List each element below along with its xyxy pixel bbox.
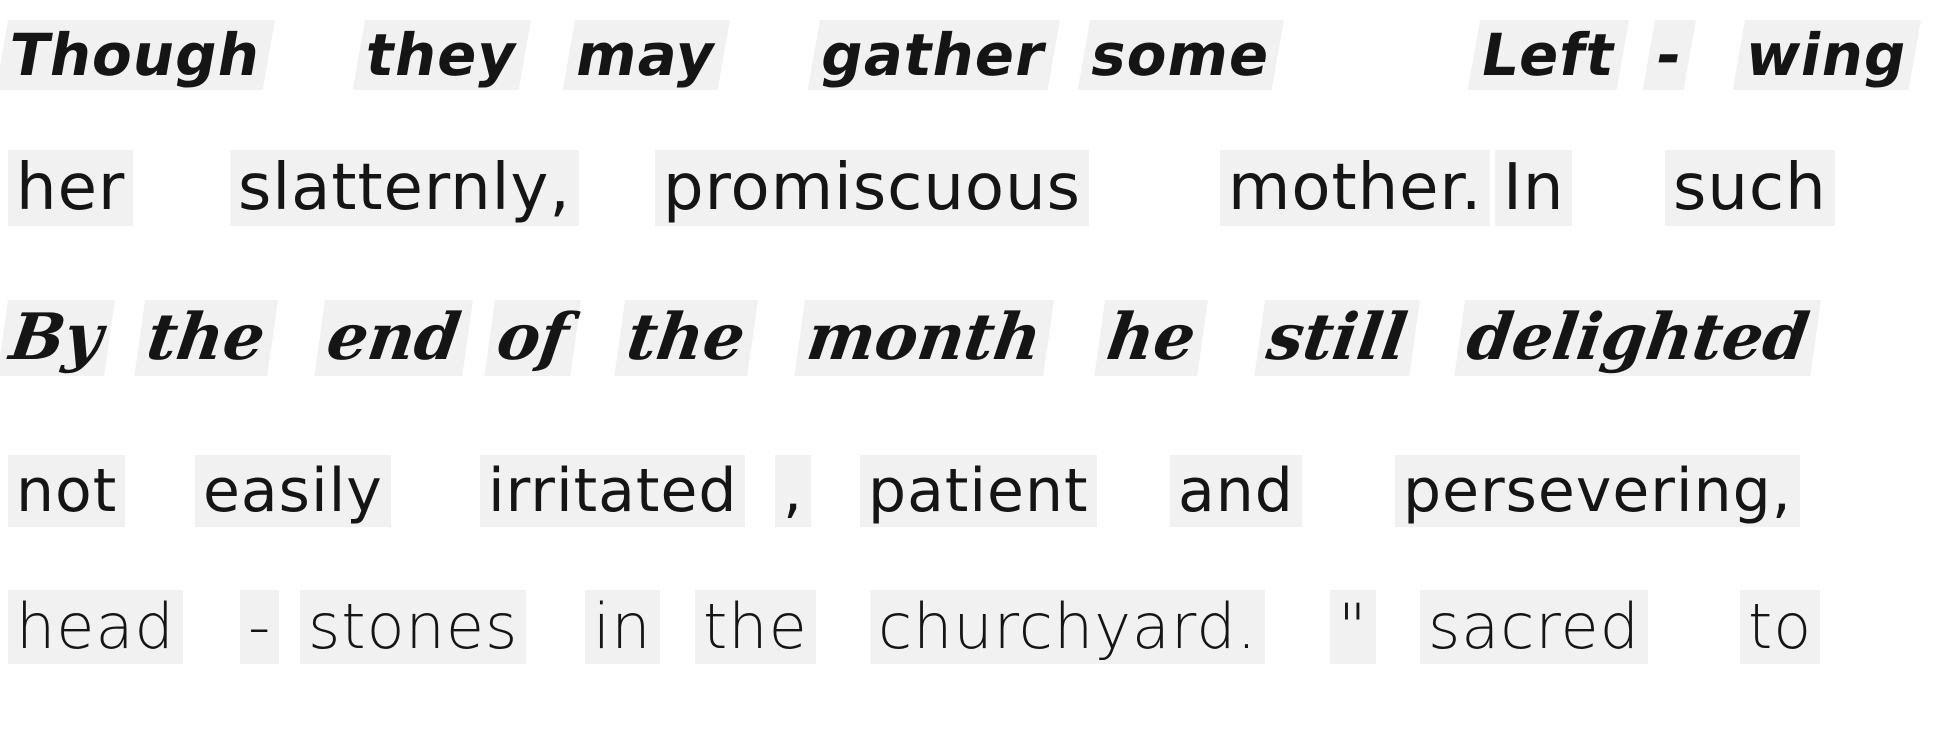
word: some [1078,20,1284,90]
word: " [1330,590,1376,664]
word: wing [1733,20,1922,90]
word: the [134,300,277,376]
word: they [353,20,532,90]
word: not [8,455,125,527]
word: in [585,590,660,664]
word: irritated [480,455,745,527]
word: persevering, [1395,455,1800,527]
word: still [1254,300,1419,376]
word: easily [195,455,391,527]
word: the [695,590,816,664]
word: In [1495,150,1572,226]
word: head [8,590,183,664]
word: Though [0,20,275,90]
word: and [1170,455,1302,527]
word: to [1740,590,1820,664]
word: patient [860,455,1097,527]
word: By [0,300,115,376]
word: - [1643,20,1696,90]
word: sacred [1420,590,1648,664]
word: the [614,300,757,376]
word: Left [1468,20,1630,90]
word: month [794,300,1054,376]
word: churchyard. [870,590,1265,664]
word: - [240,590,279,664]
word: promiscuous [655,150,1089,226]
word: gather [808,20,1060,90]
word: delighted [1454,300,1821,376]
word: of [484,300,581,376]
word: he [1094,300,1208,376]
word: slatternly, [230,150,579,226]
word: her [8,150,133,226]
word: such [1665,150,1835,226]
word: , [775,455,811,527]
word: stones [300,590,526,664]
word: end [314,300,473,376]
word: mother. [1220,150,1490,226]
word: may [563,20,730,90]
